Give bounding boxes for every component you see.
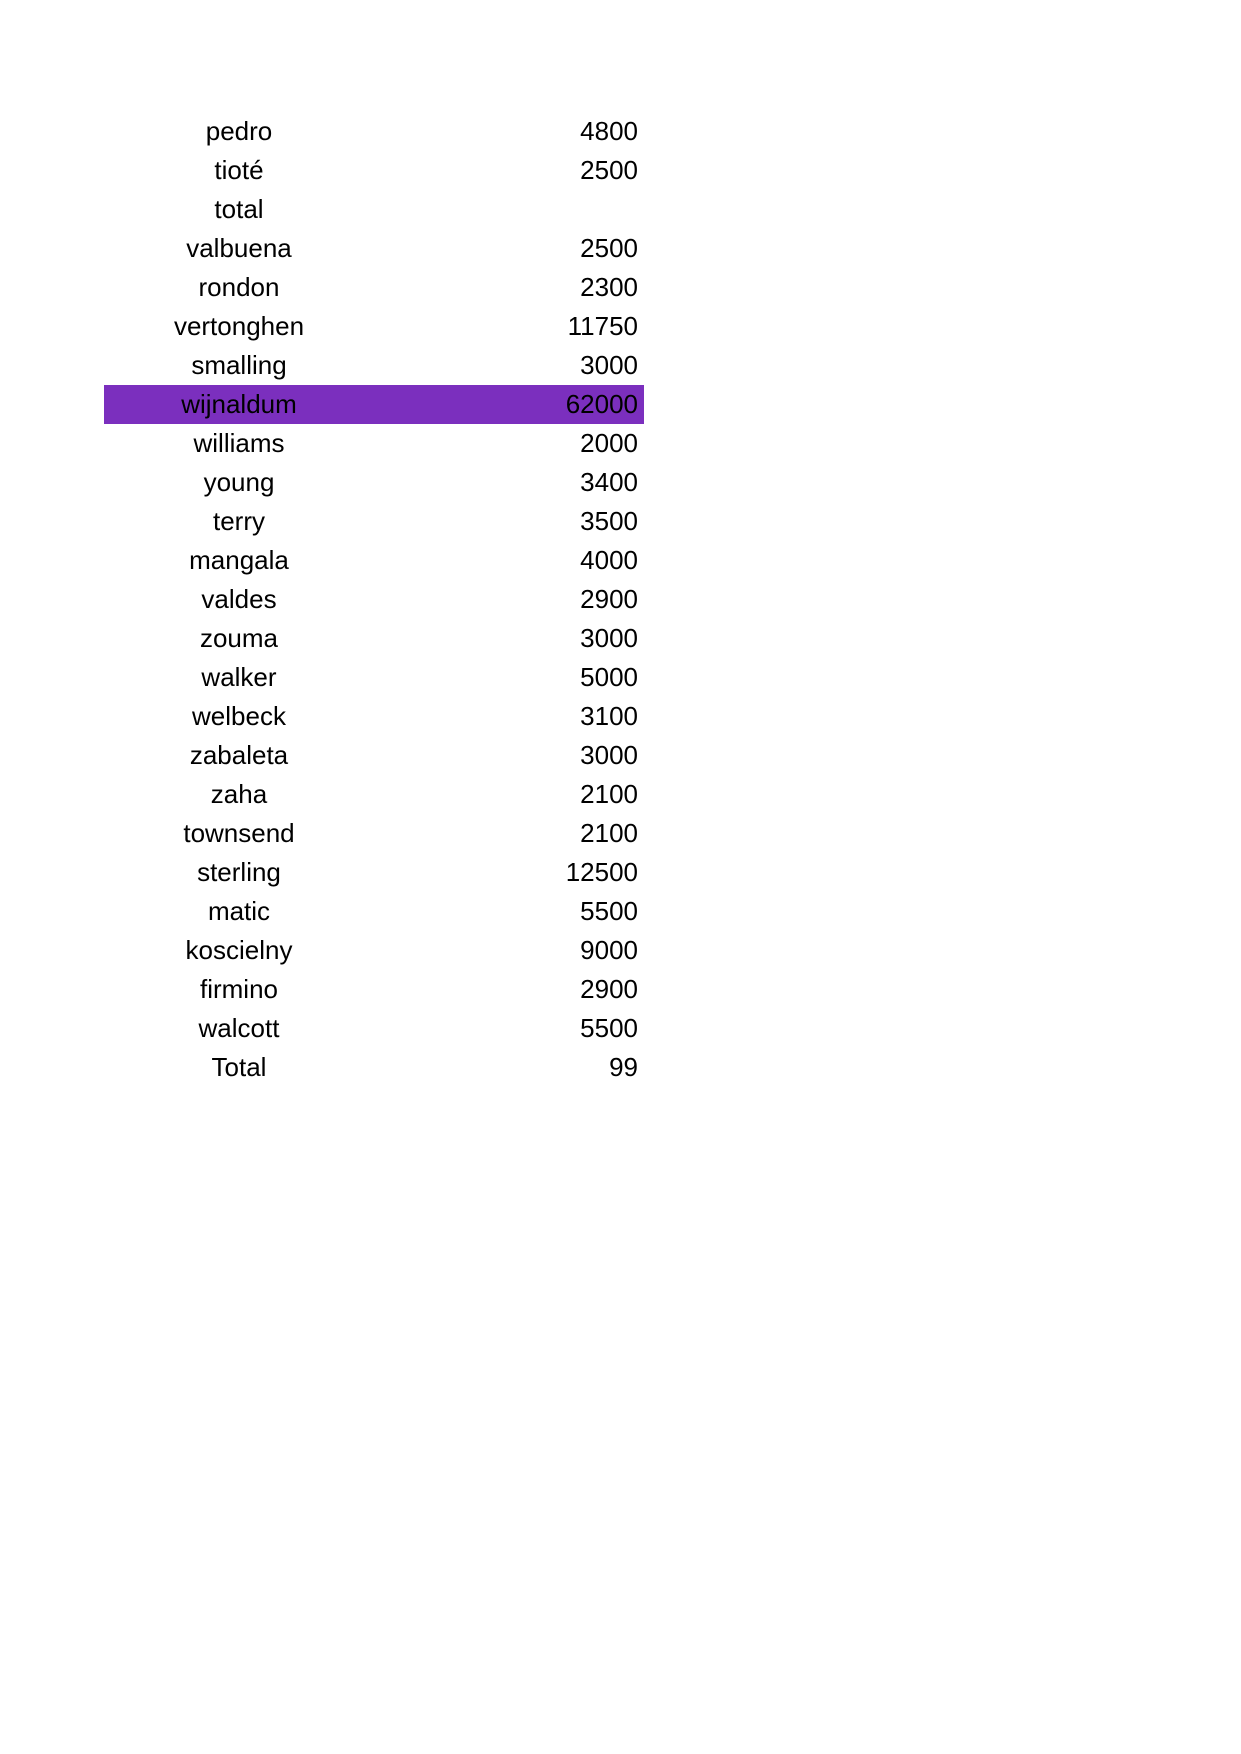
table-row[interactable] (104, 1048, 644, 1087)
table-cell-name[interactable]: total (214, 194, 264, 224)
table-cell-value[interactable]: 2500 (580, 155, 638, 185)
table-cell-name[interactable]: townsend (183, 818, 295, 848)
table-cell-name[interactable]: matic (207, 896, 271, 926)
table-row[interactable] (104, 580, 644, 619)
table-cell-value[interactable]: 2900 (580, 584, 638, 614)
table-row[interactable] (104, 229, 644, 268)
table-cell-name[interactable]: firmino (199, 974, 278, 1004)
table-row[interactable] (104, 970, 644, 1009)
table-cell-name[interactable]: williams (193, 428, 285, 458)
table-cell-value[interactable]: 3000 (580, 740, 638, 770)
table-cell-name[interactable]: terry (213, 506, 265, 536)
table-cell-name[interactable]: valbuena (186, 233, 292, 263)
table-row[interactable] (104, 307, 644, 346)
table-cell-value[interactable]: 2000 (580, 428, 638, 458)
table-row[interactable] (104, 931, 644, 970)
table-row[interactable] (104, 853, 644, 892)
table-cell-name[interactable]: pedro (205, 116, 273, 146)
table-row[interactable] (104, 814, 644, 853)
table-cell-value[interactable]: 5000 (580, 662, 638, 692)
table-cell-name[interactable]: zaha (210, 779, 268, 809)
table-row[interactable] (104, 112, 644, 151)
table-cell-value[interactable]: 99 (609, 1052, 638, 1082)
table-cell-value[interactable]: 4000 (580, 545, 638, 575)
table-cell-value[interactable]: 62000 (565, 389, 638, 419)
table-cell-value[interactable]: 2300 (580, 272, 638, 302)
table-row[interactable] (104, 502, 644, 541)
table-cell-name[interactable]: koscielny (185, 935, 293, 965)
table-cell-name[interactable]: mangala (189, 545, 289, 575)
table-cell-name[interactable]: zouma (199, 623, 279, 653)
table-cell-value[interactable]: 3000 (580, 623, 638, 653)
table-row[interactable] (104, 658, 644, 697)
table-row[interactable] (104, 736, 644, 775)
table-cell-value[interactable]: 2900 (580, 974, 638, 1004)
table-row[interactable] (104, 151, 644, 190)
table-row[interactable] (104, 892, 644, 931)
table-row[interactable] (104, 385, 644, 424)
table-cell-name[interactable]: walcott (198, 1013, 280, 1043)
table-cell-value[interactable]: 12500 (565, 857, 638, 887)
table-cell-value[interactable]: 4800 (580, 116, 638, 146)
table-cell-name[interactable]: walker (201, 662, 277, 692)
table-row[interactable] (104, 463, 644, 502)
table-cell-name[interactable]: rondon (198, 272, 280, 302)
table-cell-name[interactable]: vertonghen (173, 311, 305, 341)
table-cell-value[interactable]: 3100 (580, 701, 638, 731)
table-row[interactable] (104, 268, 644, 307)
table-cell-value[interactable]: 5500 (580, 1013, 638, 1043)
table-cell-name[interactable]: wijnaldum (181, 389, 297, 419)
table-cell-value[interactable]: 5500 (580, 896, 638, 926)
table-cell-name[interactable]: young (203, 467, 275, 497)
table-cell-value[interactable]: 3500 (580, 506, 638, 536)
table-cell-name[interactable]: smalling (191, 350, 287, 380)
table-cell-name[interactable]: welbeck (192, 701, 286, 731)
table-row[interactable] (104, 346, 644, 385)
table-row[interactable] (104, 190, 644, 229)
table-cell-value[interactable]: 2100 (580, 818, 638, 848)
table-row[interactable] (104, 697, 644, 736)
table-row[interactable] (104, 1009, 644, 1048)
table-cell-value[interactable]: 9000 (580, 935, 638, 965)
table-cell-name[interactable]: tioté (214, 155, 264, 185)
table-cell-value[interactable]: 11750 (567, 311, 638, 341)
table-cell-value[interactable]: 3400 (580, 467, 638, 497)
table-row[interactable] (104, 541, 644, 580)
data-table (104, 112, 644, 1087)
table-cell-value[interactable]: 2100 (580, 779, 638, 809)
table-row[interactable] (104, 619, 644, 658)
table-cell-name[interactable]: sterling (197, 857, 281, 887)
table-row[interactable] (104, 775, 644, 814)
table-cell-name[interactable]: Total (211, 1052, 267, 1082)
table-cell-value[interactable]: 2500 (580, 233, 638, 263)
table-cell-value[interactable]: 3000 (580, 350, 638, 380)
table-row[interactable] (104, 424, 644, 463)
table-cell-name[interactable]: valdes (201, 584, 277, 614)
table-cell-name[interactable]: zabaleta (189, 740, 289, 770)
